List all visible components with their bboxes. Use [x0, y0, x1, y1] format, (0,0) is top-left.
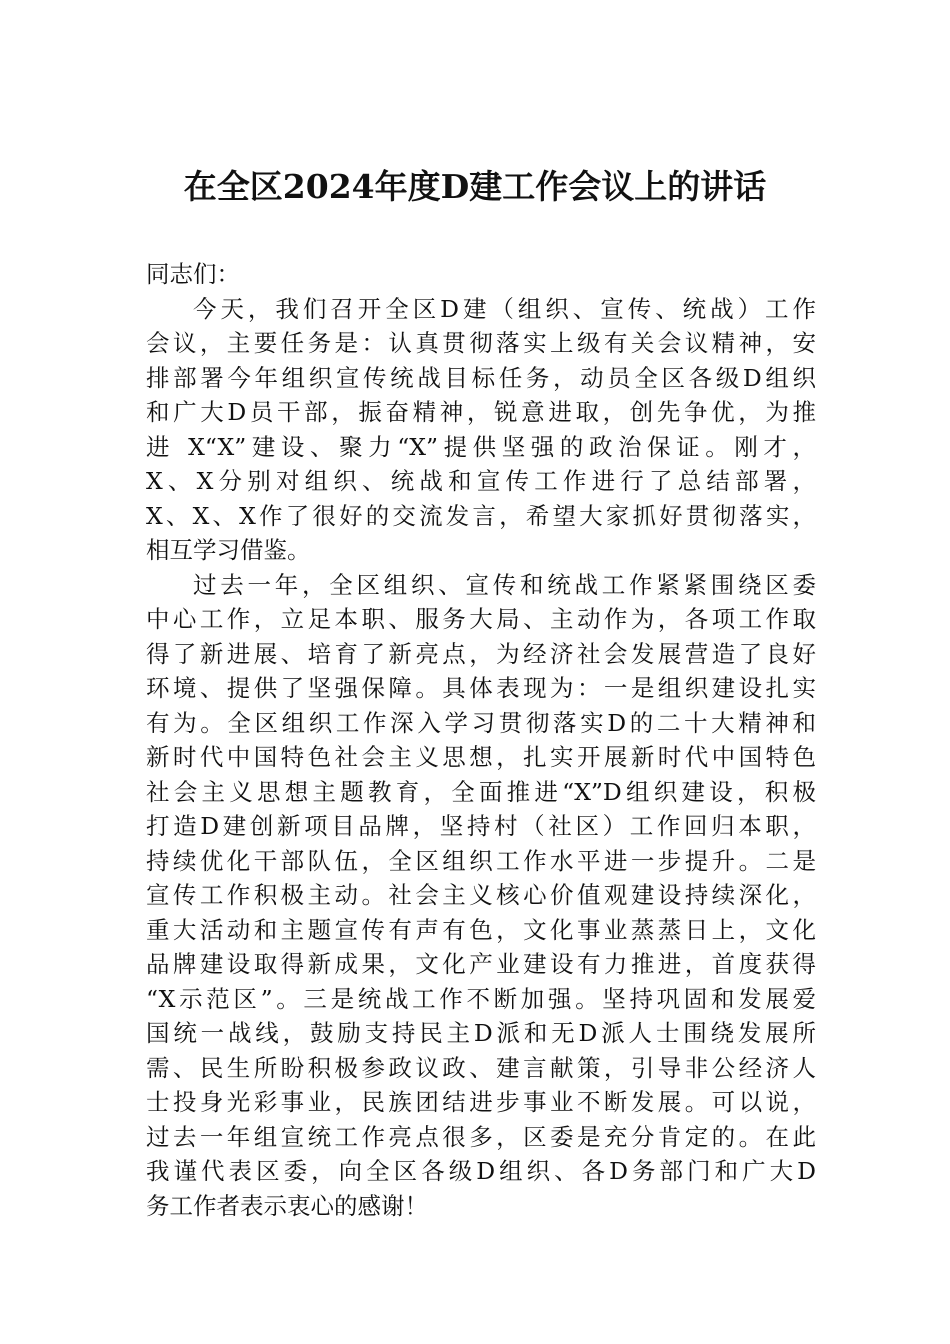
body-line: 同志们：	[146, 260, 240, 288]
body-line: X、X、X作了很好的交流发言，希望大家抓好贯彻落实，	[146, 501, 816, 530]
body-line: 打造D建创新项目品牌，坚持村（社区）工作回归本职，	[146, 812, 816, 840]
body-line: 需、民生所盼积极参政议政、建言献策，引导非公经济人	[146, 1053, 816, 1082]
body-line: 过去一年组宣统工作亮点很多，区委是充分肯定的。在此	[146, 1122, 816, 1151]
body-line: 会议，主要任务是：认真贯彻落实上级有关会议精神，安	[146, 329, 816, 357]
body-line: 得了新进展、培育了新亮点，为经济社会发展营造了良好	[146, 639, 816, 668]
body-line: 务工作者表示衷心的感谢！	[146, 1191, 428, 1220]
body-line: 持续优化干部队伍，全区组织工作水平进一步提升。二是	[146, 846, 816, 875]
body-line: 宣传工作积极主动。社会主义核心价值观建设持续深化，	[146, 881, 816, 909]
body-line: “X示范区”。三是统战工作不断加强。坚持巩固和发展爱	[146, 984, 816, 1013]
body-line: 有为。全区组织工作深入学习贯彻落实D的二十大精神和	[146, 708, 816, 737]
body-line: 排部署今年组织宣传统战目标任务，动员全区各级D组织	[146, 363, 816, 392]
body-line: 品牌建设取得新成果，文化产业建设有力推进，首度获得	[146, 950, 816, 978]
body-line: 过去一年，全区组织、宣传和统战工作紧紧围绕区委	[193, 570, 816, 599]
document-title: 在全区2024年度D建工作会议上的讲话	[183, 167, 767, 206]
body-line: 相互学习借鉴。	[146, 536, 311, 564]
body-line: 今天，我们召开全区D建（组织、宣传、统战）工作	[193, 294, 816, 323]
body-line: 和广大D员干部，振奋精神，锐意进取，创先争优，为推	[146, 398, 816, 426]
body-line: 我谨代表区委，向全区各级D组织、各D务部门和广大D	[146, 1157, 816, 1185]
document-body	[146, 257, 816, 1223]
body-line: 社会主义思想主题教育，全面推进“X”D组织建设，积极	[146, 777, 816, 806]
body-line: 进 X“X”建设、聚力“X”提供坚强的政治保证。刚才，	[146, 432, 816, 461]
body-line: 国统一战线，鼓励支持民主D派和无D派人士围绕发展所	[146, 1019, 816, 1047]
body-line: 新时代中国特色社会主义思想，扎实开展新时代中国特色	[146, 743, 816, 771]
body-line: X、X分别对组织、统战和宣传工作进行了总结部署，	[146, 467, 816, 495]
body-line: 重大活动和主题宣传有声有色，文化事业蒸蒸日上，文化	[146, 915, 816, 944]
body-line: 中心工作，立足本职、服务大局、主动作为，各项工作取	[146, 605, 816, 633]
body-line: 环境、提供了坚强保障。具体表现为：一是组织建设扎实	[146, 674, 816, 702]
body-line: 士投身光彩事业，民族团结进步事业不断发展。可以说，	[146, 1088, 816, 1116]
